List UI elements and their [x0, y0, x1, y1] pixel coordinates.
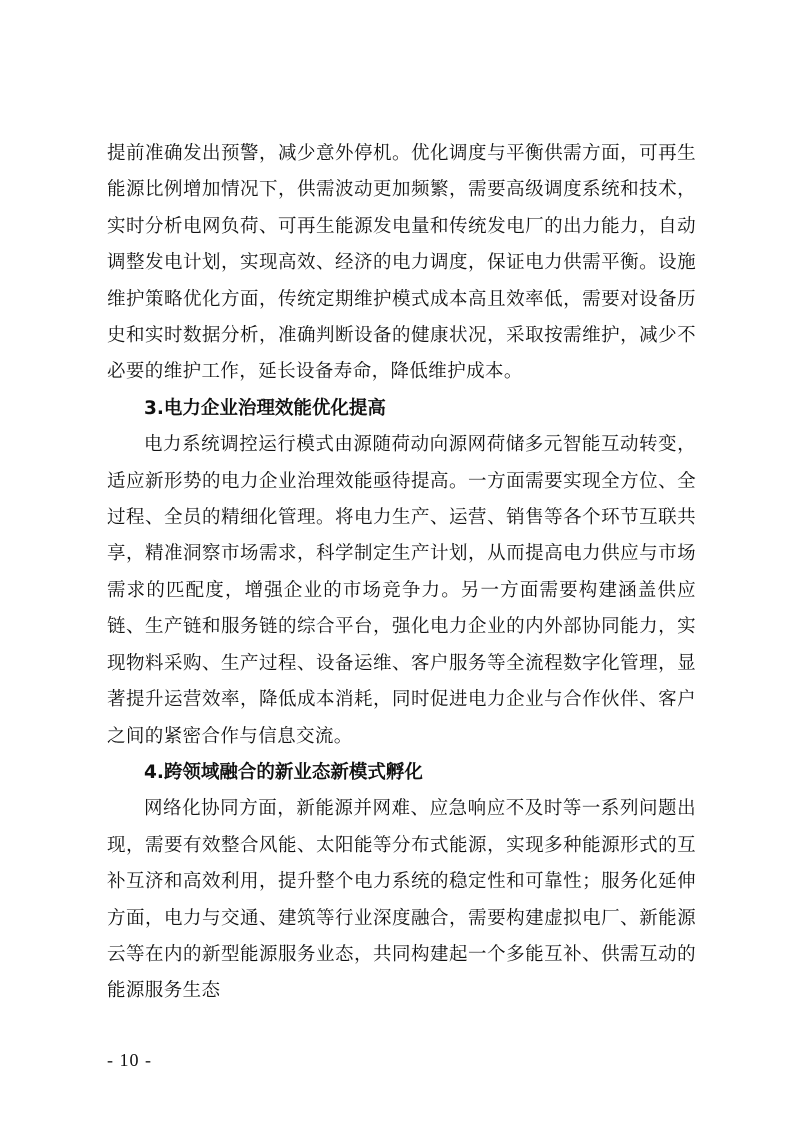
paragraph-governance: 电力系统调控运行模式由源随荷动向源网荷储多元智能互动转变，适应新形势的电力企业治理效能亟待提高。一方面需要实现全方位、全过程、全员的精细化管理。将电力生产、运营、销售等各个环节互联共享，精准洞察市场需求，科学制定生产计划，从而提高电力供应与市场需求的匹配度，增强企业的市场竞争力。另一方面需要构建涵盖供应链、生产链和服务链的综合平台，强化电力企业的内外部协同能力，实现物料采购、生产过程、设备运维、客户服务等全流程数字化管理，显著提升运营效率，降低成本消耗，同时促进电力企业与合作伙伴、客户之间的紧密合作与信息交流。 [107, 434, 696, 747]
paragraph-maintenance-dispatch: 提前准确发出预警，减少意外停机。优化调度与平衡供需方面，可再生能源比例增加情况下，供需波动更加频繁，需要高级调度系统和技术，实时分析电网负荷、可再生能源发电量和传统发电厂的出力能力，自动调整发电计划，实现高效、经济的电力调度，保证电力供需平衡。设施维护策略优化方面，传统定期维护模式成本高且效率低，需要对设备历史和实时数据分析，准确判断设备的健康状况，采取按需维护，减少不必要的维护工作，延长设备寿命，降低维护成本。 [107, 143, 696, 383]
page-number: - 10 - [107, 1050, 152, 1070]
section-heading-governance: 3.电力企业治理效能优化提高 [144, 397, 386, 419]
document-body [107, 136, 696, 1010]
paragraph-cross-domain: 网络化协同方面，新能源并网难、应急响应不及时等一系列问题出现，需要有效整合风能、太阳能等分布式能源，实现多种能源形式的互补互济和高效利用，提升整个电力系统的稳定性和可靠性；服务化延伸方面，电力与交通、建筑等行业深度融合，需要构建虚拟电厂、新能源云等在内的新型能源服务业态，共同构建起一个多能互补、供需互动的能源服务生态 [107, 798, 696, 1002]
section-heading-cross-domain: 4.跨领域融合的新业态新模式孵化 [144, 761, 423, 783]
